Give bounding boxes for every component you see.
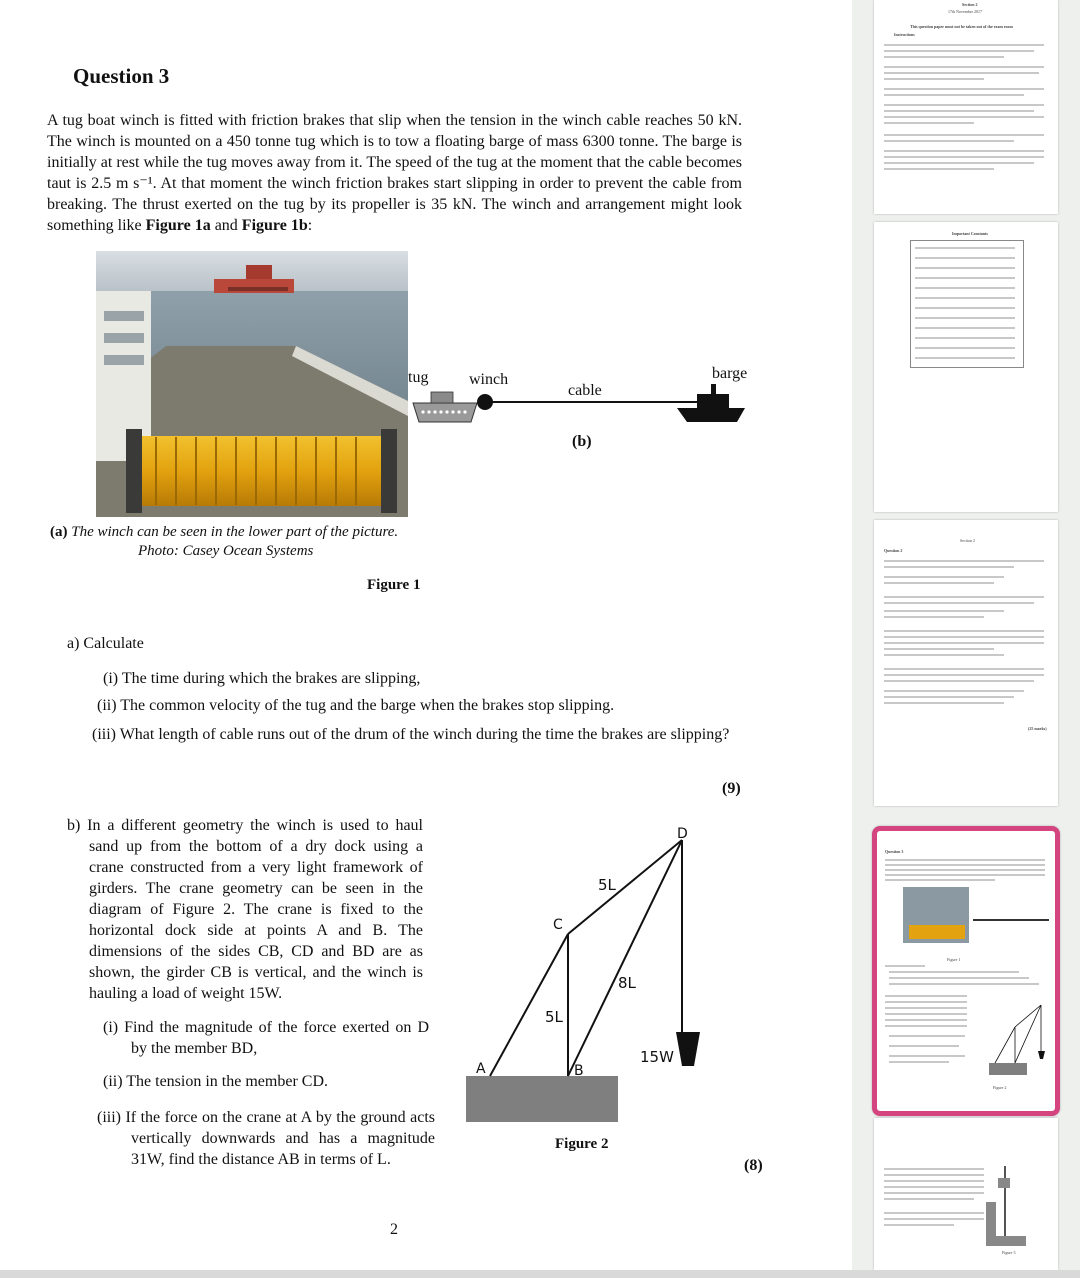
- thumb1-date: 17th November 2017: [948, 9, 982, 14]
- thumb5-figure: Figure 3: [1002, 1250, 1016, 1255]
- thumb3-question: Question 2: [884, 548, 903, 553]
- part-a-item-2: (ii) The common velocity of the tug and the barge when the brakes stop slipping.: [97, 697, 615, 714]
- thumb1-heading: This question paper must not be taken out of the exam room: [910, 24, 1013, 29]
- intro-figure-1a: Figure 1a: [145, 217, 211, 234]
- thumb4-photo: [903, 887, 969, 943]
- dock-ground: [466, 1076, 618, 1122]
- thumb4-figure-1: Figure 1: [947, 957, 961, 962]
- part-b-item-3: (iii) If the force on the crane at A by the ground acts vertically downwards and has a magnitude 31W, find the distance AB in terms of L.: [97, 1109, 435, 1168]
- intro-end: :: [307, 217, 313, 234]
- label-cable: cable: [568, 382, 602, 399]
- figure-1-caption: Figure 1: [367, 577, 421, 593]
- thumb3-marks: (25 marks): [1028, 726, 1047, 731]
- thumb2-title: Important Constants: [952, 231, 988, 236]
- constants-table: [910, 240, 1024, 368]
- length-cb-label: 5L: [545, 1008, 563, 1026]
- question-intro: [47, 110, 742, 236]
- thumbnail-page-2[interactable]: [874, 222, 1058, 512]
- thumb4-question: Question 3: [885, 849, 904, 854]
- label-barge: barge: [712, 365, 748, 382]
- load-label: 15W: [640, 1048, 674, 1066]
- point-b-label: B: [574, 1063, 584, 1079]
- winch-photo: [96, 251, 408, 517]
- load-weight: [676, 1032, 700, 1066]
- point-a-label: A: [476, 1061, 486, 1077]
- label-figure-1b: (b): [572, 433, 592, 450]
- intro-and: and: [214, 217, 238, 234]
- part-a-item-3: (iii) What length of cable runs out of the drum of the winch during the time the brakes are slipping?: [92, 726, 730, 743]
- page-thumbnail-sidebar[interactable]: [852, 0, 1080, 1270]
- point-c-label: C: [553, 917, 563, 933]
- thumb1-title: Section 2: [962, 2, 978, 7]
- thumbnail-page-1[interactable]: [874, 0, 1058, 214]
- caption-figure-1a: [50, 524, 398, 541]
- intro-figure-1b: Figure 1b: [241, 217, 308, 234]
- part-b-intro: b) In a different geometry the winch is used to haul sand up from the bottom of a dry dock using a crane constructed from a very light framework of girders. The crane geometry can be seen in the diagram of Figure 2. The crane is fixed to the horizontal dock side at points A and B. The dimensions of the sides CB, CD and BD are as shown, the girder CB is vertical, and the winch is hauling a load of weight 15W.: [67, 817, 423, 1002]
- intro-text: A tug boat winch is fitted with friction brakes that slip when the tension in the winch cable reaches 50 kN. The winch is mounted on a 450 tonne tug which is to tow a floating barge of mass 6300 tonne. The barge is initially at rest while the tug moves away from it. The speed of the tug at the moment that the cable becomes taut is 2.5 m s⁻¹. At that moment the winch friction brakes start slipping in order to prevent the cable from breaking. The thrust exerted on the tug by its propeller is 35 kN. The winch and arrangement might look something like: [47, 112, 742, 234]
- horizontal-scrollbar[interactable]: [0, 1270, 1080, 1278]
- photo-credit: Photo: Casey Ocean Systems: [138, 543, 314, 559]
- thumb3-title: Section 2: [960, 538, 975, 543]
- part-a-heading: a) Calculate: [67, 635, 144, 652]
- length-bd-label: 8L: [618, 974, 636, 992]
- label-winch: winch: [469, 371, 509, 388]
- thumbnail-page-3[interactable]: [874, 520, 1058, 806]
- question-title: Question 3: [73, 64, 170, 88]
- length-cd-label: 5L: [598, 876, 616, 894]
- crane-diagram: [460, 820, 720, 1130]
- caption-a-prefix: (a): [50, 524, 68, 540]
- thumb1-instructions: Instructions: [894, 32, 915, 37]
- part-b-marks: (8): [744, 1157, 763, 1174]
- part-b-item-1: (i) Find the magnitude of the force exerted on D by the member BD,: [103, 1019, 429, 1057]
- part-a-marks: (9): [722, 780, 741, 797]
- thumbnail-page-4-active[interactable]: [872, 826, 1060, 1116]
- part-b-item-2: (ii) The tension in the member CD.: [103, 1073, 328, 1090]
- part-a-item-1: (i) The time during which the brakes are slipping,: [103, 670, 421, 687]
- thumb4-figure-2: Figure 2: [993, 1085, 1007, 1090]
- thumbnail-page-5[interactable]: [874, 1118, 1058, 1270]
- point-d-label: D: [677, 826, 688, 842]
- caption-a-text: The winch can be seen in the lower part of the picture.: [71, 524, 399, 540]
- figure-2-caption: Figure 2: [555, 1136, 609, 1152]
- page-number: 2: [390, 1221, 398, 1238]
- label-tug: tug: [408, 369, 429, 386]
